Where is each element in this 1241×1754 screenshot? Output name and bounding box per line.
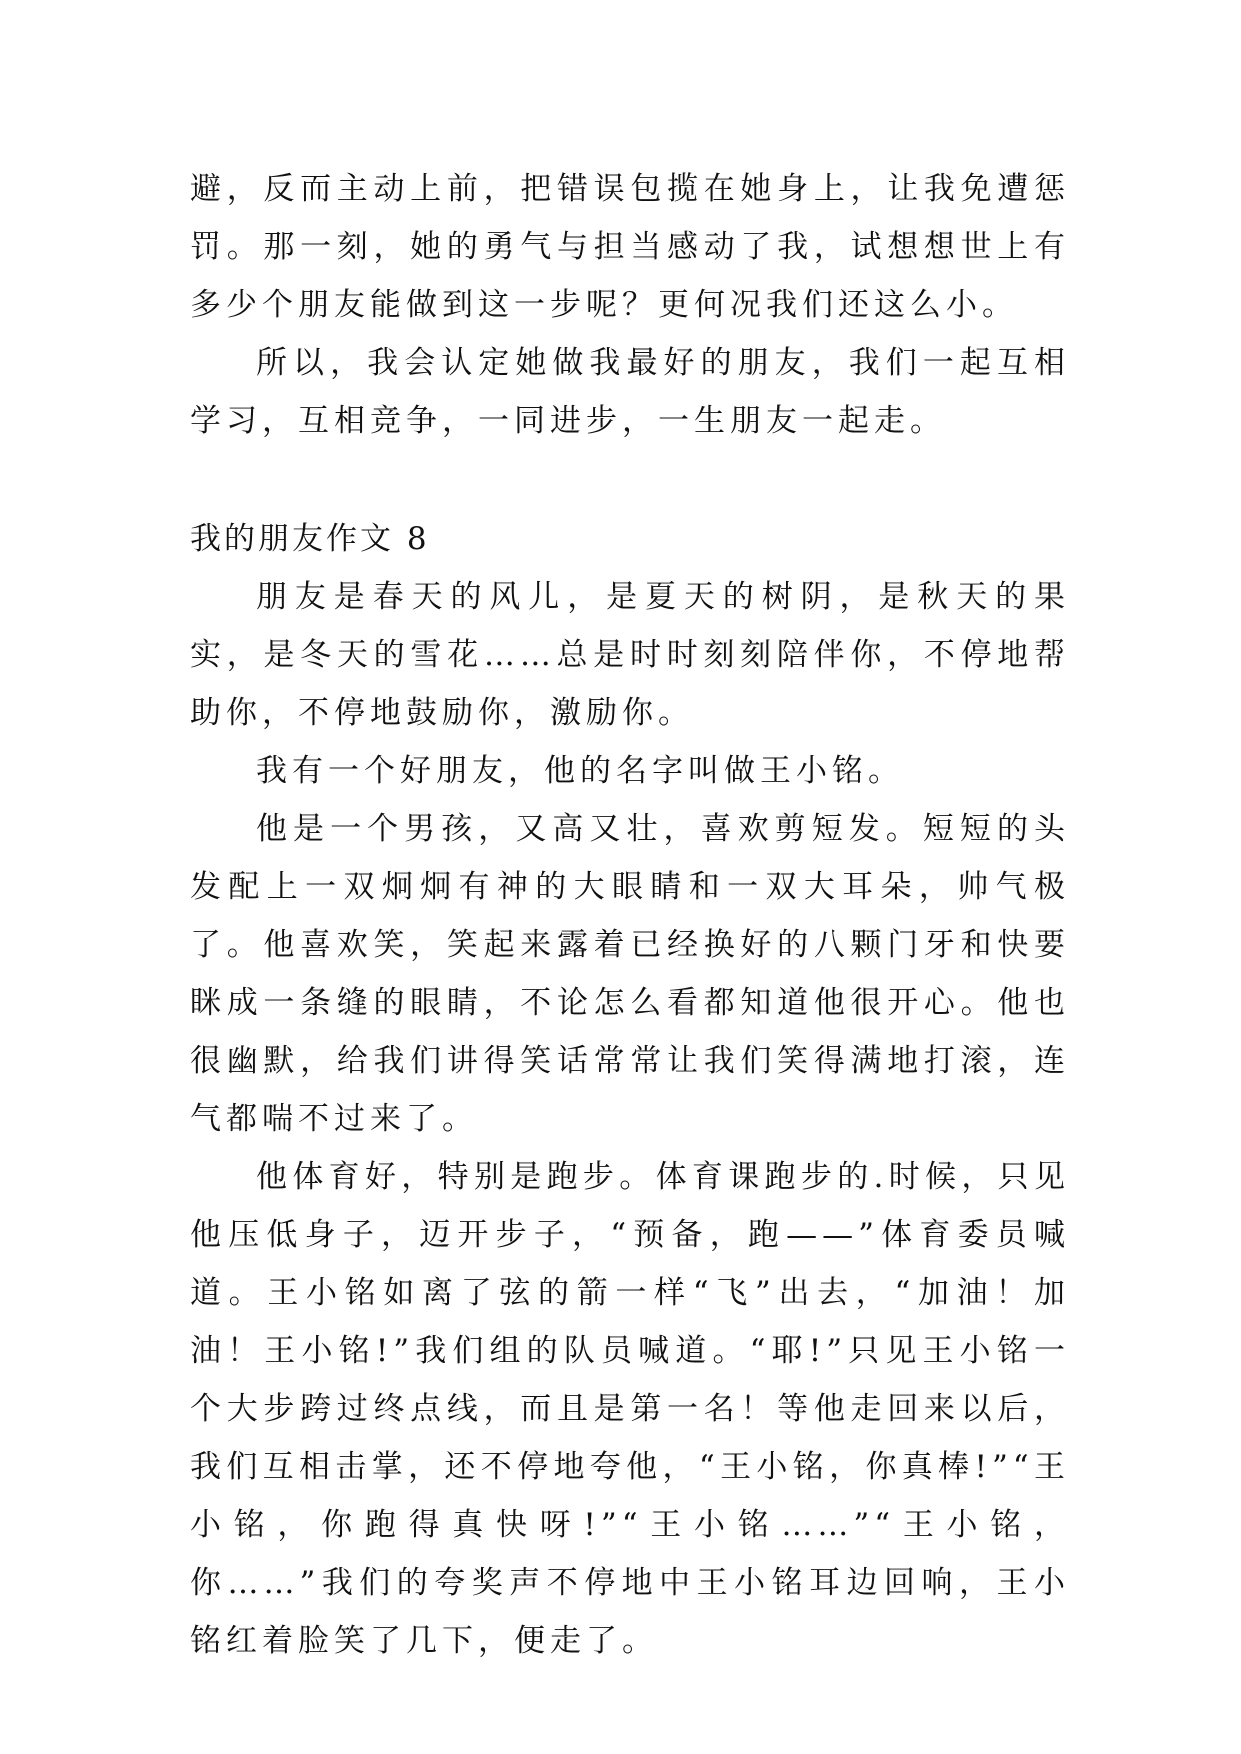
paragraph: 他是一个男孩，又高又壮，喜欢剪短发。短短的头发配上一双炯炯有神的大眼睛和一双大耳朵，帅气极了。他喜欢笑，笑起来露着已经换好的八颗门牙和快要眯成一条缝的眼睛，不论怎么看都知道他很开心。他也很幽默，给我们讲得笑话常常让我们笑得满地打滚，连气都喘不过来了。 — [190, 811, 1070, 1137]
paragraph: 所以，我会认定她做我最好的朋友，我们一起互相学习，互相竞争，一同进步，一生朋友一起走。 — [190, 345, 1070, 439]
document-page — [190, 160, 1070, 1670]
paragraph: 他体育好，特别是跑步。体育课跑步的.时候，只见他压低身子，迈开步子，“预备，跑——”体育委员喊道。王小铭如离了弦的箭一样“飞”出去，“加油！加油！王小铭!”我们组的队员喊道。“耶!”只见王小铭一个大步跨过终点线，而且是第一名！等他走回来以后，我们互相击掌，还不停地夸他，“王小铭，你真棒!”“王小铭，你跑得真快呀!”“王小铭……”“王小铭，你……”我们的夸奖声不停地中王小铭耳边回响，王小铭红着脸笑了几下，便走了。 — [190, 1159, 1070, 1659]
section-gap — [190, 450, 1070, 510]
paragraph: 我有一个好朋友，他的名字叫做王小铭。 — [256, 753, 904, 789]
essay-section — [190, 510, 1070, 1670]
previous-section — [190, 160, 1070, 450]
paragraph: 朋友是春天的风儿，是夏天的树阴，是秋天的果实，是冬天的雪花……总是时时刻刻陪伴你，不停地帮助你，不停地鼓励你，激励你。 — [190, 579, 1070, 731]
paragraph: 避，反而主动上前，把错误包揽在她身上，让我免遭惩罚。那一刻，她的勇气与担当感动了我，试想想世上有多少个朋友能做到这一步呢？更何况我们还这么小。 — [190, 171, 1070, 323]
section-title: 我的朋友作文 8 — [190, 521, 430, 557]
